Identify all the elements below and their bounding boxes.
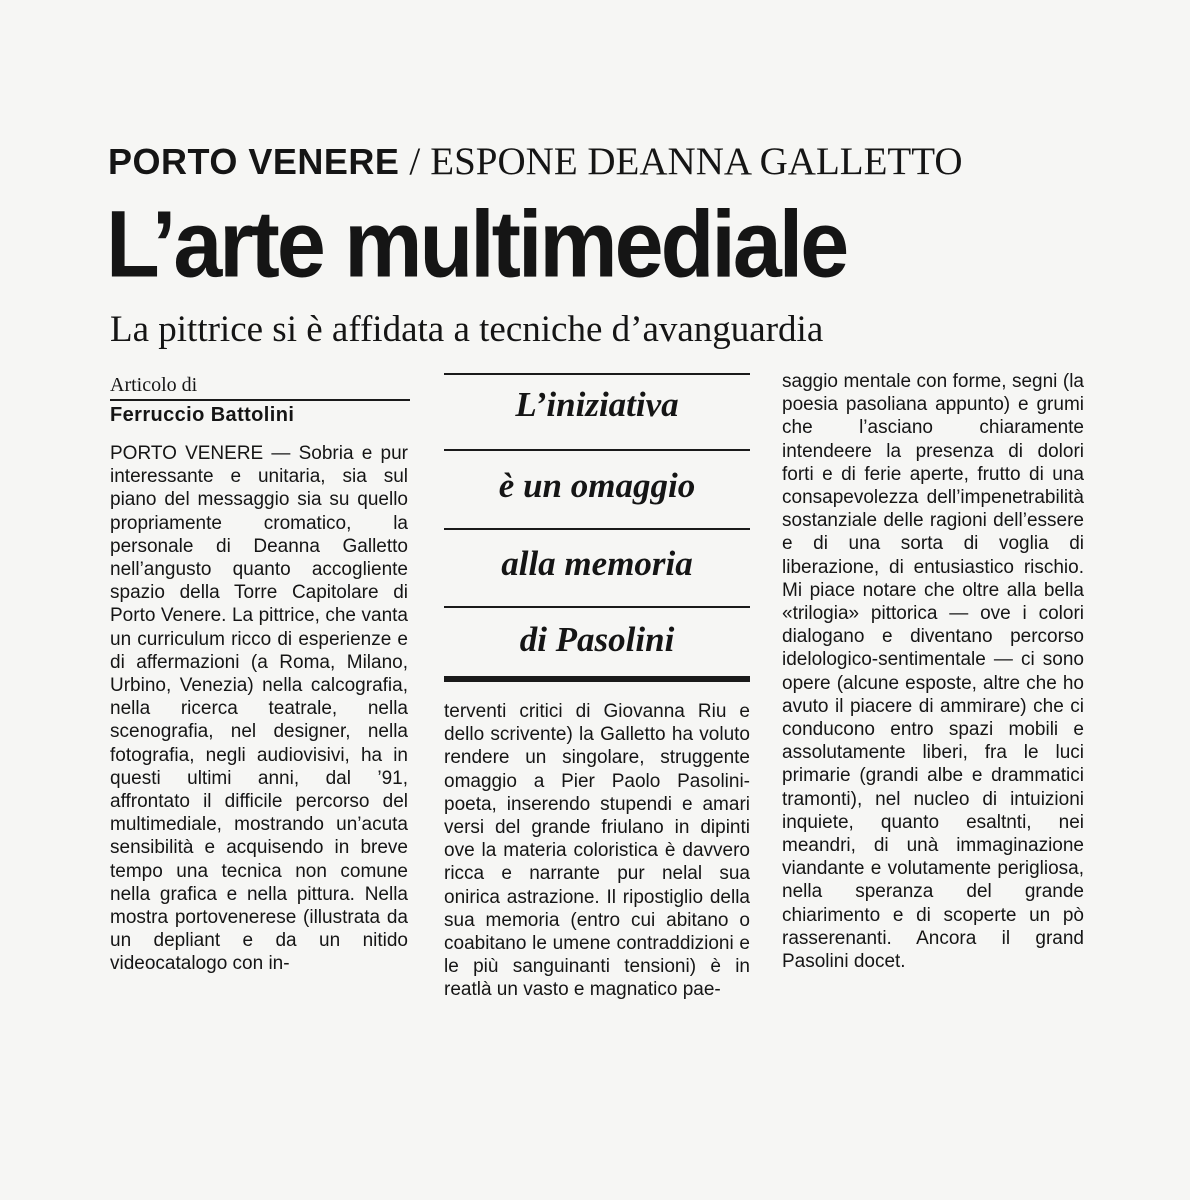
pull-quote-thick-rule [444,676,750,682]
byline-label: Articolo di [110,374,198,396]
byline-author: Ferruccio Battolini [110,404,295,426]
pull-quote-rule [444,449,750,451]
pull-quote-rule [444,373,750,375]
article-column-2: terventi critici di Giovanna Riu e dello scrivente) la Galletto ha voluto rendere un singolare, struggente omaggio a Pier Paolo Pasolini-poeta, inserendo stupendi e amari versi del grande friulano in dipinti ove la materia coloristica è davvero ricca e narrante pur nelal sua onirica astrazione. Il ripostiglio della sua memoria (entro cui abitano o coabitano le umene contraddizioni e le più sanguinanti tensioni) è in reatlà un vasto e magnatico pae- [444,701,750,1001]
pull-quote-line-3: alla memoria [501,544,693,583]
subheadline: La pittrice si è affidata a tecniche d’avanguardia [110,309,824,350]
pull-quote-line-2: è un omaggio [498,466,696,505]
pull-quote-line-4: di Pasolini [519,620,675,659]
pull-quote-line-1: L’iniziativa [515,385,679,424]
kicker-place: PORTO VENERE [108,141,400,182]
byline-rule [110,399,410,401]
kicker-subject: ESPONE DEANNA GALLETTO [430,140,963,183]
pull-quote-rule [444,606,750,608]
pull-quote-rule [444,528,750,530]
kicker-separator: / [409,140,421,183]
article-column-1: PORTO VENERE — Sobria e pur interessante e unitaria, sia sul piano del messaggio sia su quello propriamente cromatico, la personale di Deanna Galletto nell’angusto quanto accogliente spazio della Torre Capitolare di Porto Venere. La pittrice, che vanta un curriculum ricco di esperienze e di affermazioni (a Roma, Milano, Urbino, Venezia) nella calcografia, nella ricerca teatrale, nella scenografia, nel designer, nella fotografia, negli audiovisivi, ha in questi ultimi anni, dal ’91, affrontato il difficile percorso del multimediale, mostrando un’acuta sensibilità e acquisendo in breve tempo una tecnica non comune nella grafica e nella pittura. Nella mostra portovenerese (illustrata da un depliant e da un nitido videocatalogo con in- [110,443,408,975]
article-column-3: saggio mentale con forme, segni (la poesia pasoliana appunto) e grumi che l’asciano chiaramente intendeere la presenza di dolori forti e di ferie aperte, frutto di una consapevolezza dell’impenetrabilità sostanziale delle ragioni dell’essere e di una sorta di voglia di liberazione, di entusiastico rischio. Mi piace notare che oltre alla bella «trilogia» pittorica — ove i colori dialogano e diventano percorso idelologico-sentimentale — ci sono opere (alcune esposte, altre che ho avuto il piacere di ammirare) che ci conducono entro spazi mobili e assolutamente liberi, fra le luci primarie (grandi albe e drammatici tramonti), nel nucleo di intuizioni inquiete, quanto esaltnti, nei meandri, di unà immaginazione viandante e volutamente perigliosa, nella speranza del grande chiarimento e di scoperte un pò rasserenanti. Ancora il grand Pasolini docet. [782,371,1084,973]
headline: L’arte multimediale [106,190,847,298]
kicker [108,138,963,186]
